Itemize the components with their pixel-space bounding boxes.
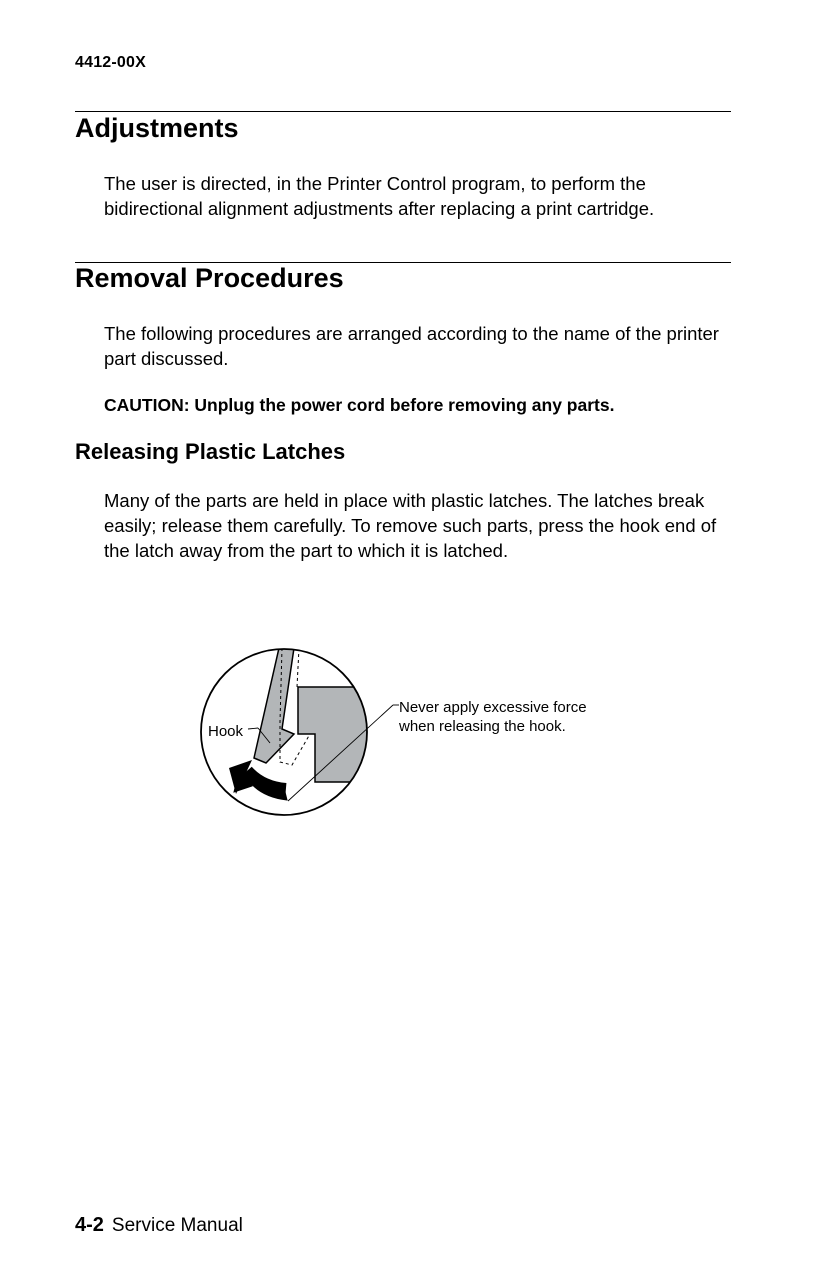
model-number-header: 4412-00X	[75, 54, 146, 71]
adjustments-heading: Adjustments	[75, 113, 239, 143]
caution-notice: CAUTION: Unplug the power cord before removing any parts.	[104, 395, 615, 415]
warning-note-line-1: Never apply excessive force	[399, 699, 587, 716]
releasing-latches-heading: Releasing Plastic Latches	[75, 439, 346, 464]
adjustments-paragraph: The user is directed, in the Printer Control program, to perform the bidirectional alignment adjustments after replacing a print cartridge.	[104, 173, 655, 219]
hook-arm-shape	[254, 648, 294, 763]
latch-release-illustration	[196, 642, 626, 822]
warning-note-line-2: when releasing the hook.	[399, 718, 566, 735]
hook-label: Hook	[208, 723, 244, 740]
page-number: 4-2	[75, 1214, 104, 1236]
latch-body-shape	[298, 687, 367, 782]
releasing-latches-paragraph: Many of the parts are held in place with plastic latches. The latches break easily; release them carefully. To remove such parts, press the hook end of the latch away from the part to which it is latched.	[104, 490, 717, 561]
removal-procedures-heading: Removal Procedures	[75, 263, 344, 293]
manual-title: Service Manual	[111, 1215, 243, 1236]
page-footer	[75, 1212, 243, 1239]
removal-procedures-paragraph: The following procedures are arranged according to the name of the printer part discussed.	[104, 323, 719, 369]
